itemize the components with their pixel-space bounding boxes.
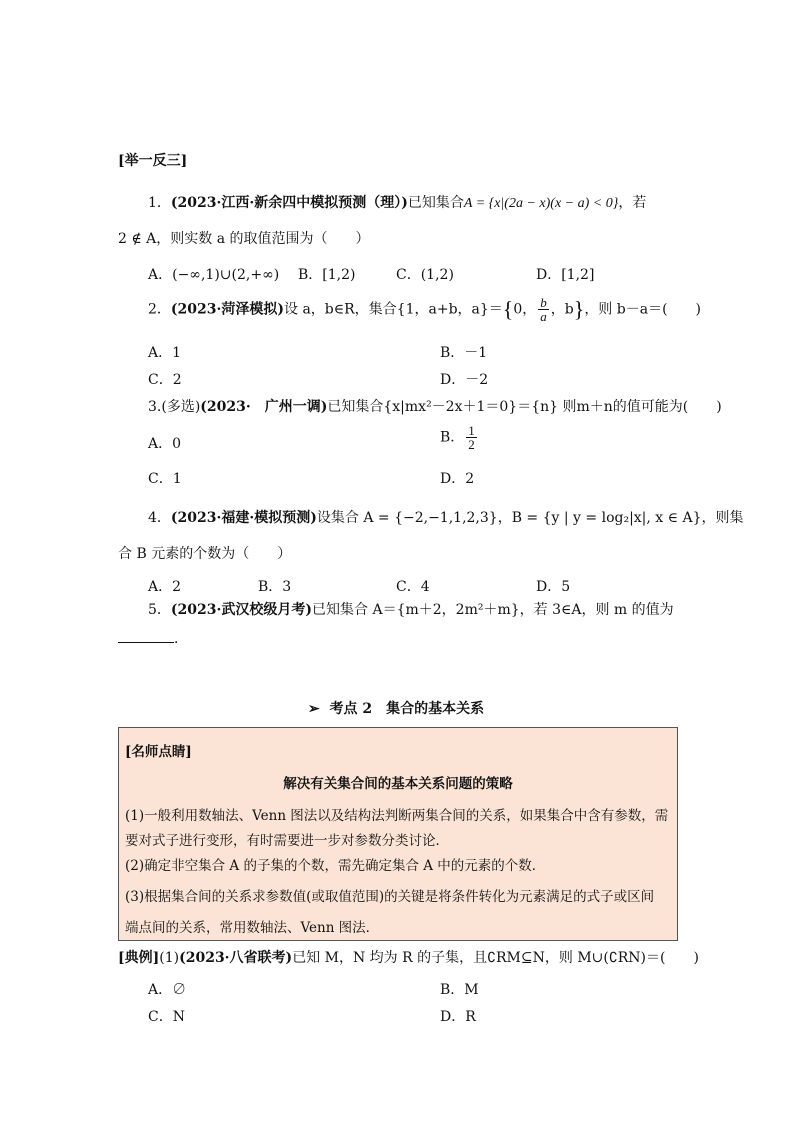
example-option-d: D．R	[440, 1009, 476, 1025]
tip-paragraph-3: (3)根据集合间的关系求参数值(或取值范围)的关键是将条件转化为元素满足的式子或区间	[125, 889, 655, 905]
question-stem: 已知集合 A＝{m＋2，2m²＋m}，若 3∈A，则 m 的值为	[312, 602, 674, 618]
example-stem: 已知 M，N 均为 R 的子集，且∁RM⊆N，则 M∪(∁RN)＝( )	[292, 950, 699, 966]
q2-option-b: B．－1	[440, 345, 488, 361]
answer-blank	[118, 628, 174, 643]
question-3	[148, 396, 722, 416]
question-source: (2023·武汉校级月考)	[170, 602, 313, 618]
q4-option-b: B．3	[258, 579, 292, 595]
tip-paragraph-1: (1)一般利用数轴法、Venn 图法以及结构法判断两集合间的关系，如果集合中含有参数，需	[125, 808, 669, 824]
q4-option-a: A．2	[148, 579, 182, 595]
question-source: (2023· 广州一调)	[200, 399, 328, 415]
fraction-numerator: b	[540, 295, 547, 310]
q1-option-b: B．[1,2)	[298, 267, 356, 283]
question-stem-end: ，则 b－a＝( )	[584, 301, 701, 318]
question-source: (2023·江西·新余四中模拟预测（理）)	[170, 195, 408, 211]
set-expression: A = {x|(2a − x)(x − a) < 0}	[463, 196, 619, 211]
fraction-denominator: a	[540, 309, 547, 324]
brace-left: {	[502, 296, 514, 322]
example-option-c: C．N	[148, 1009, 185, 1025]
question-1	[148, 192, 646, 212]
option-label: B．	[440, 429, 465, 446]
fraction-denominator: 2	[468, 437, 475, 452]
question-4-cont: 合 B 元素的个数为（ ）	[118, 546, 292, 562]
example-option-a: A．∅	[148, 982, 187, 998]
q4-option-d: D．5	[536, 579, 571, 595]
set-element: 0，	[513, 301, 537, 318]
tip-paragraph-3-cont: 端点间的关系，常用数轴法、Venn 图法．	[125, 920, 380, 936]
fraction-numerator: 1	[468, 423, 475, 438]
q1-option-a: A．(−∞,1)∪(2,+∞)	[148, 267, 280, 283]
question-stem: 已知集合{x|mx²－2x＋1＝0}＝{n} 则m＋n的值可能为( )	[327, 399, 722, 415]
q2-option-d: D．－2	[440, 372, 489, 388]
tip-paragraph-2: (2)确定非空集合 A 的子集的个数，需先确定集合 A 中的元素的个数．	[125, 858, 546, 874]
tip-label: [名师点睛]	[125, 744, 192, 760]
example-label: [典例]	[118, 950, 160, 966]
tip-box	[118, 727, 678, 941]
answer-blank-row	[118, 628, 188, 648]
fraction-one-half	[466, 424, 477, 451]
q2-option-a: A．1	[148, 345, 182, 361]
question-number: 3.(多选)	[148, 399, 201, 415]
kaodian-title	[308, 698, 484, 718]
question-4	[148, 507, 743, 527]
question-2	[148, 296, 701, 323]
fraction-b-over-a	[538, 296, 549, 323]
example-option-b: B．M	[440, 982, 479, 998]
example-source: (2023·八省联考)	[179, 950, 293, 966]
example-number: (1)	[159, 950, 180, 966]
example	[118, 947, 699, 967]
question-stem: 设 a，b∈R，集合{1，a+b，a}＝	[284, 301, 503, 318]
q4-option-c: C．4	[396, 579, 430, 595]
question-source: (2023·福建·模拟预测)	[170, 510, 317, 526]
section-header: [举一反三]	[118, 153, 188, 169]
tip-paragraph-1-cont: 要对式子进行变形，有时需要进一步对参数分类讨论．	[125, 833, 449, 849]
q1-option-c: C．(1,2)	[396, 267, 454, 283]
question-source: (2023·菏泽模拟)	[170, 301, 285, 318]
question-stem-end: ，若	[618, 195, 647, 211]
q3-option-a: A．0	[148, 436, 182, 452]
tip-heading: 解决有关集合间的基本关系问题的策略	[283, 776, 513, 792]
question-5	[148, 599, 674, 619]
q3-option-d: D．2	[440, 471, 475, 487]
question-stem: 已知集合	[407, 195, 464, 211]
question-number: 4．	[148, 510, 171, 526]
arrow-icon: ➢	[308, 701, 320, 717]
question-number: 5．	[148, 602, 171, 618]
q3-option-c: C．1	[148, 471, 182, 487]
brace-right: }	[573, 296, 585, 322]
question-number: 1．	[148, 195, 171, 211]
question-1-cont: 2 ∉ A，则实数 a 的取值范围为（ ）	[118, 231, 370, 247]
q1-option-d: D．[1,2]	[536, 267, 595, 283]
q2-option-c: C．2	[148, 372, 182, 388]
q3-option-b	[440, 424, 479, 451]
period: ．	[174, 631, 188, 647]
question-number: 2．	[148, 301, 171, 318]
question-stem: 设集合 A = {−2,−1,1,2,3}，B = {y | y = log₂|x|, x ∈ A}，则集	[316, 510, 744, 526]
set-element: ，b	[550, 301, 574, 318]
kaodian-title-text: 考点 2 集合的基本关系	[329, 701, 485, 717]
